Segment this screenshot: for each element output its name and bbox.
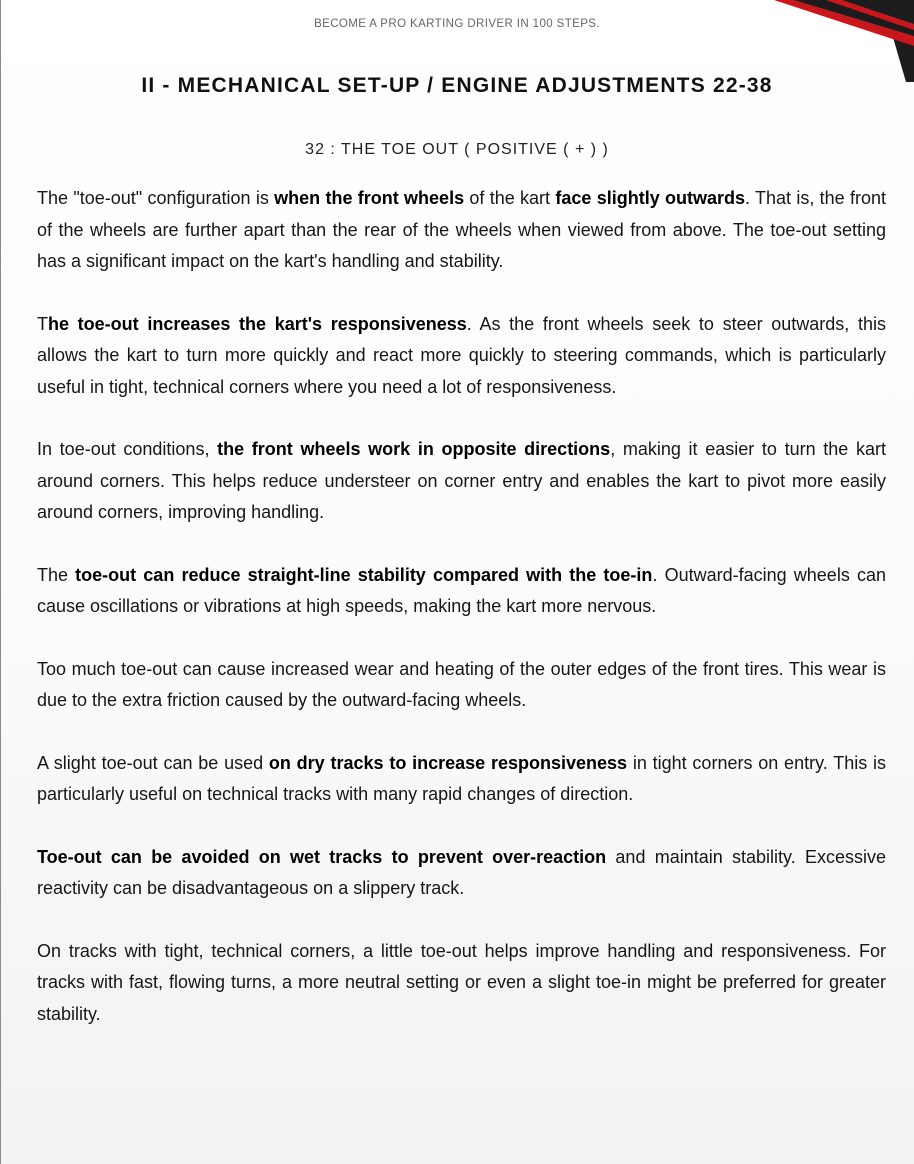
paragraph-text: T [37, 313, 48, 334]
paragraph [37, 560, 886, 623]
corner-stripes-decoration [774, 0, 914, 82]
emphasized-text: toe-out can reduce straight-line stability compared with the toe-in [75, 564, 653, 585]
emphasized-text: the front wheels work in opposite directions [217, 439, 611, 459]
paragraph [37, 309, 886, 404]
emphasized-text: Toe-out can be avoided on wet tracks to prevent over-reaction [37, 846, 607, 867]
paragraph-text: A slight toe-out can be used [37, 752, 269, 773]
paragraph-text: , making it easier to turn the kart around corners. This helps reduce understeer on corner entry and enables the kart to pivot more easily around corners, improving handling. [37, 439, 886, 522]
body-text [37, 183, 886, 1061]
paragraph [37, 434, 886, 529]
paragraph-text: Too much toe-out can cause increased wear and heating of the outer edges of the front tires. This wear is due to the extra friction caused by the outward-facing wheels. [37, 658, 886, 710]
paragraph [37, 654, 886, 717]
paragraph-text: and maintain stability. Excessive reactivity can be disadvantageous on a slippery track. [37, 846, 886, 898]
emphasized-text: face slightly outwards [555, 188, 746, 208]
paragraph [37, 183, 886, 278]
paragraph [37, 936, 886, 1031]
emphasized-text: he toe-out increases the kart's responsiveness [48, 313, 467, 334]
paragraph-text: of the kart [464, 188, 556, 208]
paragraph-text: The "toe-out" configuration is [37, 188, 275, 208]
paragraph-text: In toe-out conditions, [37, 439, 218, 459]
emphasized-text: on dry tracks to increase responsiveness [268, 752, 628, 773]
paragraph-text: . As the front wheels seek to steer outwards, this allows the kart to turn more quickly and react more quickly to steering commands, which is particularly useful in tight, technical corners where you need a lot of responsiveness. [37, 313, 886, 397]
page-left-border [0, 0, 1, 1164]
paragraph-text: in tight corners on entry. This is particularly useful on technical tracks with many rapid changes of direction. [37, 752, 887, 804]
running-header: BECOME A PRO KARTING DRIVER IN 100 STEPS. [314, 18, 600, 30]
paragraph-text: . Outward-facing wheels can cause oscillations or vibrations at high speeds, making the kart more nervous. [37, 564, 886, 616]
paragraph-text: The [37, 564, 76, 585]
chapter-title: II - MECHANICAL SET-UP / ENGINE ADJUSTMENTS 22-38 [141, 74, 773, 97]
paragraph-text: . That is, the front of the wheels are further apart than the rear of the wheels when viewed from above. The toe-out setting has a significant impact on the kart's handling and stability. [37, 188, 886, 271]
paragraph [37, 842, 886, 905]
section-title: 32 : THE TOE OUT ( POSITIVE ( + ) ) [305, 141, 609, 158]
emphasized-text: when the front wheels [274, 188, 465, 208]
paragraph-text: On tracks with tight, technical corners, a little toe-out helps improve handling and responsiveness. For tracks with fast, flowing turns, a more neutral setting or even a slight toe-in might be preferred for greater stability. [37, 940, 886, 1024]
corner-stripe-dark [784, 0, 914, 82]
paragraph [37, 748, 886, 811]
